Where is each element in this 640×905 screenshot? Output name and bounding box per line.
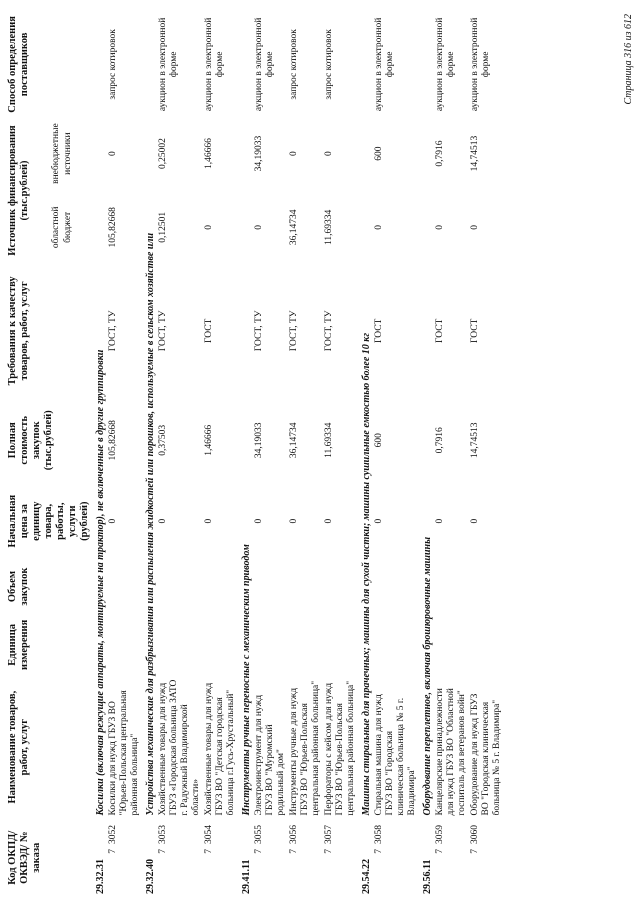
item-name: Электроинструмент для нужд ГБУЗ ВО "Муромский родильный дом" xyxy=(254,694,286,816)
table-row xyxy=(469,12,504,897)
group-row xyxy=(92,12,107,897)
total-cell: 11,69334 xyxy=(324,422,334,458)
method-cell: аукцион в электронной форме xyxy=(435,17,456,112)
group-title: Машины стиральные для прачечных; машины для сухой чистки; машины сушильные емкостью более 10 кг xyxy=(361,332,372,816)
qty-cell xyxy=(434,559,469,614)
group-title: Косилки (включая режущие аппараты, монтируемые на трактор), не включенные в другие группировки xyxy=(95,349,106,816)
item-name: Перфораторы с кейсом для нужд ГБУЗ ВО "Юрьев-Польская центральная районная больница" xyxy=(324,680,356,816)
item-name: Инструменты ручные для нужд ГБУЗ ВО "Юрьев-Польская центральная районная больница" xyxy=(289,680,321,816)
total-cell: 105,82668 xyxy=(108,420,118,461)
total-cell: 1,46666 xyxy=(204,424,214,456)
item-name: Хозяйственные товары для нужд ГБУЗ «Городская больница ЗАТО г. Радужный Владимирской области» xyxy=(158,679,201,816)
order-number: 3054 xyxy=(204,825,214,845)
group-row xyxy=(238,12,253,897)
header-requirements: Требования к качеству товаров, работ, услуг xyxy=(7,276,30,386)
regional-budget-cell: 0 xyxy=(254,224,264,230)
regional-budget-cell: 0 xyxy=(435,224,445,230)
unit-cell xyxy=(373,614,419,676)
group-code: 29.32.31 xyxy=(95,859,106,894)
regional-budget-cell: 0 xyxy=(470,224,480,230)
header-name: Наименование товаров, работ, услуг xyxy=(7,690,30,804)
header-fin-offbudget: внебюджетные источники xyxy=(51,123,73,184)
total-cell: 0,37503 xyxy=(158,424,168,456)
offbudget-cell: 0,25002 xyxy=(158,138,168,170)
row-index: 7 xyxy=(374,849,384,854)
row-index: 7 xyxy=(254,849,264,854)
requirements-cell: ГОСТ xyxy=(435,318,445,344)
header-total: Полная стоимость закупок (тыс.рублей) xyxy=(7,410,54,471)
order-number: 3059 xyxy=(435,825,445,845)
row-index: 7 xyxy=(204,849,214,854)
regional-budget-cell: 105,82668 xyxy=(108,207,118,248)
offbudget-cell: 0 xyxy=(108,151,118,156)
unit-cell xyxy=(323,614,358,676)
group-code: 29.56.11 xyxy=(422,859,433,894)
order-number: 3055 xyxy=(254,825,264,845)
group-title: Устройства механические для разбрызгивания или распыления жидкостей или порошков, используемые в сельском хозяйстве или xyxy=(145,232,156,816)
method-cell: аукцион в электронной форме xyxy=(158,17,179,112)
row-index: 7 xyxy=(158,849,168,854)
table-row xyxy=(203,12,238,897)
order-number: 3060 xyxy=(470,825,480,845)
order-number: 3058 xyxy=(374,825,384,845)
header-fin-regional: областной бюджет xyxy=(51,206,73,249)
price-cell: 0 xyxy=(374,518,384,524)
group-title: Инструменты ручные переносные с механическим приводом xyxy=(241,544,252,816)
row-index: 7 xyxy=(108,849,118,854)
row-index: 7 xyxy=(289,849,299,854)
table-row xyxy=(323,12,358,897)
unit-cell xyxy=(157,614,203,676)
regional-budget-cell: 36,14734 xyxy=(289,209,299,246)
price-cell: 0 xyxy=(470,518,480,524)
method-cell: аукцион в электронной форме xyxy=(374,17,395,112)
row-index: 7 xyxy=(470,849,480,854)
table-row xyxy=(107,12,142,897)
page-number: Страница 316 из 612 xyxy=(623,14,634,105)
method-cell: запрос котировок xyxy=(108,29,118,100)
offbudget-cell: 0,7916 xyxy=(435,140,445,167)
qty-cell xyxy=(253,559,288,614)
group-code: 29.54.22 xyxy=(361,859,372,894)
item-name: Косилки для нужд ГБУЗ ВО "Юрьев-Польская центральная районная больница" xyxy=(108,690,140,816)
table-row xyxy=(157,12,203,897)
price-cell: 0 xyxy=(435,518,445,524)
qty-cell xyxy=(203,559,238,614)
item-name: Хозяйственные товары для нужд ГБУЗ ВО "Детская городская больница г.Гусь-Хрустальный" xyxy=(204,682,236,816)
total-cell: 34,19033 xyxy=(254,422,264,459)
group-row xyxy=(358,12,373,897)
header-financing: Источник финансирования (тыс.рублей) xyxy=(7,125,30,256)
requirements-cell: ГОСТ, ТУ xyxy=(324,310,334,352)
requirements-cell: ГОСТ xyxy=(374,318,384,344)
header-code: Код ОКПД/ ОКВЭД/ № заказа xyxy=(7,830,42,885)
group-title: Оборудование переплетное, включая брошюровочные машины xyxy=(422,536,433,816)
method-cell: аукцион в электронной форме xyxy=(470,17,491,112)
price-cell: 0 xyxy=(204,518,214,524)
unit-cell xyxy=(107,614,142,676)
regional-budget-cell: 0,12501 xyxy=(158,211,168,243)
qty-cell xyxy=(323,559,358,614)
offbudget-cell: 1,46666 xyxy=(204,138,214,170)
price-cell: 0 xyxy=(108,518,118,524)
requirements-cell: ГОСТ xyxy=(470,318,480,344)
total-cell: 36,14734 xyxy=(289,422,299,459)
offbudget-cell: 34,19033 xyxy=(254,135,264,172)
requirements-cell: ГОСТ, ТУ xyxy=(254,310,264,352)
unit-cell xyxy=(253,614,288,676)
offbudget-cell: 0 xyxy=(289,151,299,156)
qty-cell xyxy=(157,559,203,614)
requirements-cell: ГОСТ xyxy=(204,318,214,344)
order-number: 3053 xyxy=(158,825,168,845)
table-row xyxy=(253,12,288,897)
offbudget-cell: 600 xyxy=(374,146,384,161)
group-code: 29.32.40 xyxy=(145,859,156,894)
unit-cell xyxy=(203,614,238,676)
header-qty: Объем закупок xyxy=(7,567,30,606)
method-cell: аукцион в электронной форме xyxy=(204,17,225,112)
row-index: 7 xyxy=(435,849,445,854)
regional-budget-cell: 0 xyxy=(204,224,214,230)
header-method: Способ определения поставщиков xyxy=(7,16,30,113)
method-cell: аукцион в электронной форме xyxy=(254,17,275,112)
method-cell: запрос котировок xyxy=(324,29,334,100)
group-row xyxy=(142,12,157,897)
unit-cell xyxy=(434,614,469,676)
qty-cell xyxy=(373,559,419,614)
total-cell: 14,74513 xyxy=(470,422,480,459)
total-cell: 0,7916 xyxy=(435,427,445,454)
qty-cell xyxy=(469,559,504,614)
table-row xyxy=(373,12,419,897)
row-index: 7 xyxy=(324,849,334,854)
price-cell: 0 xyxy=(158,518,168,524)
offbudget-cell: 14,74513 xyxy=(470,135,480,172)
item-name: Канцелярские принадлежности для нужд ГБУЗ ВО "Областной госпиталь для ветеранов войн" xyxy=(435,688,467,816)
order-number: 3056 xyxy=(289,825,299,845)
table-row xyxy=(434,12,469,897)
price-cell: 0 xyxy=(324,518,334,524)
requirements-cell: ГОСТ, ТУ xyxy=(158,310,168,352)
order-number: 3052 xyxy=(108,825,118,845)
regional-budget-cell: 0 xyxy=(374,224,384,230)
total-cell: 600 xyxy=(374,433,384,448)
procurement-table xyxy=(6,12,504,897)
item-name: Оборудование для нужд ГБУЗ ВО "Городская клиническая больница № 5 г. Владимира" xyxy=(470,693,502,816)
offbudget-cell: 0 xyxy=(324,151,334,156)
group-row xyxy=(419,12,434,897)
unit-cell xyxy=(288,614,323,676)
item-name: Стиральная машина для нужд ГБУЗ ВО "Городская клиническая больница № 5 г. Владимира" xyxy=(374,694,417,816)
table-row xyxy=(288,12,323,897)
header-unit: Единица измерения xyxy=(7,619,30,670)
group-code: 29.41.11 xyxy=(241,859,252,894)
qty-cell xyxy=(288,559,323,614)
unit-cell xyxy=(469,614,504,676)
qty-cell xyxy=(107,559,142,614)
requirements-cell: ГОСТ, ТУ xyxy=(289,310,299,352)
regional-budget-cell: 11,69334 xyxy=(324,209,334,245)
header-price: Начальная цена за единицу товара, работы, услуги (рублей) xyxy=(7,494,90,548)
table-body xyxy=(92,12,504,897)
price-cell: 0 xyxy=(254,518,264,524)
order-number: 3057 xyxy=(324,825,334,845)
method-cell: запрос котировок xyxy=(289,29,299,100)
price-cell: 0 xyxy=(289,518,299,524)
requirements-cell: ГОСТ, ТУ xyxy=(108,310,118,352)
